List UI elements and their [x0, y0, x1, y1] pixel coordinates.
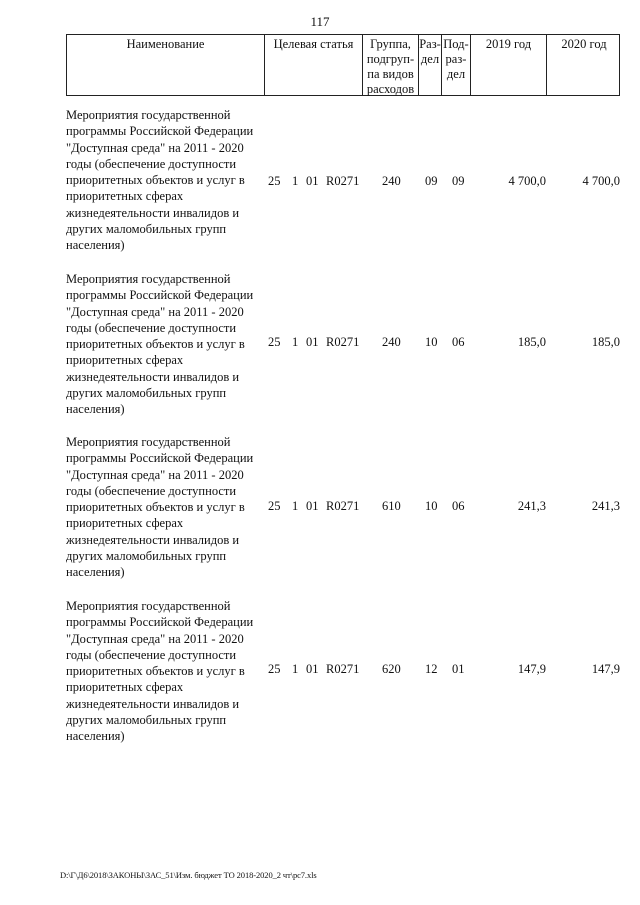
header-subsection: Под- раз- дел	[442, 35, 471, 95]
header-year-2019: 2019 год	[471, 35, 547, 95]
row-target-code-1: 25	[268, 499, 281, 513]
row-name: Мероприятия государственной программы Российской Федерации "Доступная среда" на 2011 - 2020 годы (обеспечение доступности приоритетных объектов и услуг в приоритетных сферах жизнедеятельности инвалидов и других маломобильных групп населения)	[66, 272, 254, 417]
row-name: Мероприятия государственной программы Российской Федерации "Доступная среда" на 2011 - 2020 годы (обеспечение доступности приоритетных объектов и услуг в приоритетных сферах жизнедеятельности инвалидов и других маломобильных групп населения)	[66, 108, 254, 253]
row-target-code-3: 01	[306, 335, 319, 349]
row-group: 240	[382, 335, 401, 349]
row-target-code-3: 01	[306, 174, 319, 188]
file-path-footer: D:\Г\Д6\2018\ЗАКОНЫ\ЗАС_51\Изм. бюджет ТО 2018-2020_2 чт\рс7.xls	[60, 870, 317, 880]
row-amount-2020: 4 700,0	[582, 174, 620, 188]
table-row	[0, 107, 640, 257]
row-name: Мероприятия государственной программы Российской Федерации "Доступная среда" на 2011 - 2020 годы (обеспечение доступности приоритетных объектов и услуг в приоритетных сферах жизнедеятельности инвалидов и других маломобильных групп населения)	[66, 599, 254, 744]
table-row	[0, 434, 640, 584]
row-section: 12	[425, 662, 438, 676]
row-target-code-4: R0271	[326, 174, 360, 188]
row-target-code-2: 1	[292, 499, 299, 513]
row-subsection: 06	[452, 335, 465, 349]
row-amount-2019: 147,9	[517, 662, 546, 676]
header-name: Наименование	[67, 35, 265, 95]
header-section: Раз- дел	[419, 35, 442, 95]
header-expense-group: Группа, подгруп- па видов расходов	[363, 35, 419, 95]
row-group: 610	[382, 499, 401, 513]
table-header	[66, 34, 620, 96]
row-amount-2020: 241,3	[591, 499, 620, 513]
row-amount-2020: 185,0	[591, 335, 620, 349]
row-target-code-4: R0271	[326, 662, 360, 676]
row-target-code-1: 25	[268, 662, 281, 676]
row-target-code-2: 1	[292, 662, 299, 676]
row-amount-2019: 4 700,0	[508, 174, 546, 188]
row-target-code-2: 1	[292, 335, 299, 349]
row-target-code-4: R0271	[326, 499, 360, 513]
header-year-2020: 2020 год	[561, 37, 607, 51]
row-target-code-1: 25	[268, 335, 281, 349]
page-number: 117	[310, 14, 330, 29]
row-target-code-4: R0271	[326, 335, 360, 349]
row-target-code-1: 25	[268, 174, 281, 188]
table-row	[0, 598, 640, 748]
row-amount-2019: 185,0	[517, 335, 546, 349]
row-target-code-2: 1	[292, 174, 299, 188]
row-name: Мероприятия государственной программы Российской Федерации "Доступная среда" на 2011 - 2020 годы (обеспечение доступности приоритетных объектов и услуг в приоритетных сферах жизнедеятельности инвалидов и других маломобильных групп населения)	[66, 435, 254, 580]
row-group: 240	[382, 174, 401, 188]
row-amount-2020: 147,9	[591, 662, 620, 676]
row-subsection: 09	[452, 174, 465, 188]
row-target-code-3: 01	[306, 499, 319, 513]
row-group: 620	[382, 662, 401, 676]
row-target-code-3: 01	[306, 662, 319, 676]
row-section: 10	[425, 335, 438, 349]
row-section: 09	[425, 174, 438, 188]
row-amount-2019: 241,3	[517, 499, 546, 513]
row-subsection: 06	[452, 499, 465, 513]
header-target-article: Целевая статья	[265, 35, 363, 95]
row-section: 10	[425, 499, 438, 513]
row-subsection: 01	[452, 662, 465, 676]
table-row	[0, 271, 640, 421]
